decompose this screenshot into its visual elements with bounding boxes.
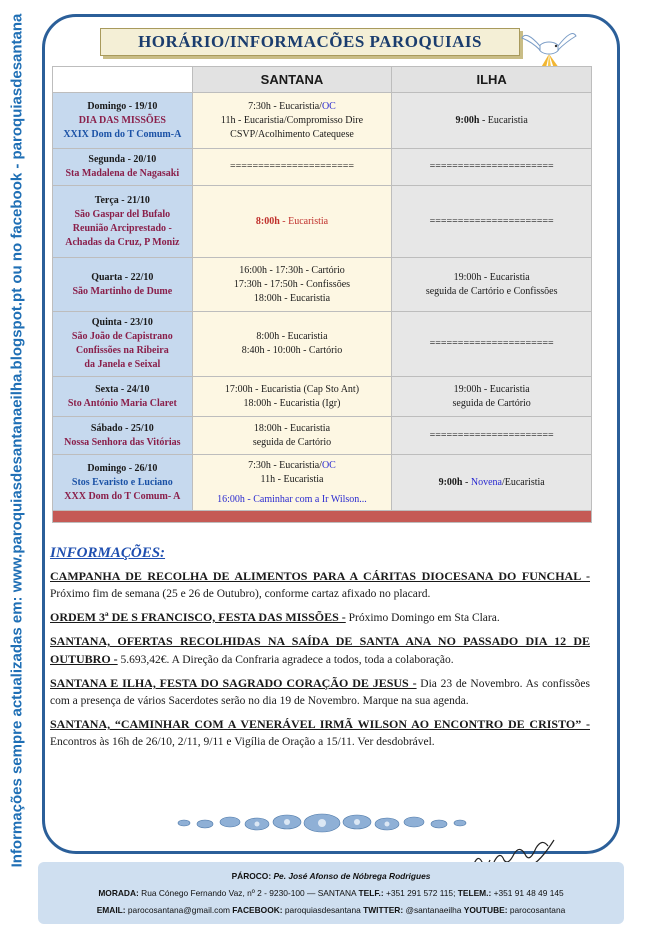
youtube-text: parocosantana — [507, 905, 566, 915]
info-item-text: Próximo Domingo em Sta Clara. — [345, 612, 500, 624]
schedule-row — [53, 312, 592, 377]
ilha-line: /Eucaristia — [501, 476, 545, 488]
footer-address — [38, 885, 624, 902]
morada-text: Rua Cónego Fernando Vaz, nº 2 - 9230-100 — SANTANA — [138, 888, 359, 898]
info-item — [50, 609, 590, 627]
paroco-label: PÁROCO: — [231, 871, 272, 881]
santana-line: OC — [321, 100, 336, 112]
santana-line: OC — [321, 459, 336, 471]
day-label: Quarta - 22/10 — [91, 271, 154, 283]
schedule-table — [52, 66, 592, 523]
day-label: Quinta - 23/10 — [91, 317, 153, 328]
schedule-row — [53, 186, 592, 258]
facebook-label: FACEBOOK: — [232, 905, 283, 915]
footer-contacts — [38, 902, 624, 919]
schedule-row — [53, 93, 592, 149]
ilha-cell: ====================== — [392, 149, 592, 186]
page-title: HORÁRIO/INFORMACÕES PAROQUIAIS — [138, 32, 482, 51]
ilha-line: 19:00h - Eucaristia — [453, 271, 530, 283]
day-sub: Achadas da Cruz, P Moniz — [65, 236, 180, 248]
morada-label: MORADA: — [98, 888, 139, 898]
info-item — [50, 675, 590, 710]
day-label: Segunda - 20/10 — [88, 154, 157, 165]
schedule-row — [53, 417, 592, 455]
day-label: Terça - 21/10 — [94, 194, 150, 206]
ilha-cell: ====================== — [392, 417, 592, 455]
ilha-line: 9:00h — [455, 114, 480, 126]
santana-line: 11h - Eucaristia/Compromisso Dire — [220, 114, 364, 126]
santana-line: 8:00h - Eucaristia — [256, 331, 328, 342]
contact-footer — [38, 862, 624, 924]
table-footer-bar — [53, 511, 592, 523]
day-sub: Sto António Maria Claret — [67, 397, 177, 409]
santana-line: - Eucaristia — [279, 215, 329, 227]
santana-cell: ====================== — [192, 149, 392, 186]
day-sub: Nossa Senhora das Vitórias — [64, 436, 181, 448]
santana-line: 16:00h - 17:30h - Cartório — [239, 264, 345, 276]
ilha-cell — [392, 93, 592, 149]
info-item-text: Encontros às 16h de 26/10, 2/11, 9/11 e Vigília de Oração a 15/11. Ver desdobrável. — [50, 736, 435, 748]
ilha-line: 9:00h — [438, 476, 463, 488]
day-sub: São João de Capistrano — [71, 331, 173, 342]
ilha-cell — [392, 258, 592, 312]
paroco-name: Pe. José Afonso de Nóbrega Rodrigues — [271, 871, 431, 881]
day-cell — [53, 149, 193, 186]
schedule-header-row — [53, 67, 592, 93]
santana-line: 11h - Eucaristia — [260, 473, 324, 485]
santana-line: seguida de Cartório — [252, 436, 332, 448]
day-cell — [53, 312, 193, 377]
info-item-title: SANTANA, OFERTAS RECOLHIDAS NA SAÍDA DE SANTA ANA NO PASSADO DIA 12 DE OUTUBRO - — [50, 634, 590, 666]
santana-line: 17:30h - 17:50h - Confissões — [233, 278, 351, 290]
email-text: parocosantana@gmail.com — [125, 905, 233, 915]
info-item — [50, 716, 590, 751]
day-sub: São Martinho de Dume — [72, 285, 173, 297]
telf-text: +351 291 572 115; — [383, 888, 458, 898]
day-sub2: XXIX Dom do T Comum-A — [63, 128, 182, 140]
day-label: Sexta - 24/10 — [95, 383, 150, 395]
sidebar-promo-text: Informações sempre actualizadas em: www.paroquiasdesantanaeilha.blogspot.pt ou no facebook - paroquiasdesantana — [8, 13, 26, 867]
twitter-text: @santanaeilha — [403, 905, 464, 915]
day-sub: Stos Evaristo e Luciano — [71, 476, 173, 488]
santana-line: 7:30h - Eucaristia/ — [248, 459, 322, 471]
schedule-row — [53, 149, 592, 186]
ornament-divider-icon — [172, 808, 472, 838]
youtube-label: YOUTUBE: — [463, 905, 508, 915]
day-label: Sábado - 25/10 — [90, 422, 154, 434]
day-sub: DIA DAS MISSÕES — [78, 114, 166, 126]
santana-cell — [192, 186, 392, 258]
santana-line: 7:30h - Eucaristia/ — [248, 100, 322, 112]
title-banner — [100, 28, 520, 56]
santana-line: 8:00h — [255, 215, 280, 227]
day-sub: da Janela e Seixal — [84, 359, 161, 370]
telf-label: TELF.: — [358, 888, 384, 898]
ilha-line: Novena — [470, 476, 502, 488]
santana-line: 17:00h - Eucaristia (Cap Sto Ant) — [224, 383, 360, 395]
santana-cell — [192, 417, 392, 455]
santana-line: 18:00h - Eucaristia (Igr) — [243, 397, 341, 409]
telem-text: +351 91 48 49 145 — [491, 888, 564, 898]
day-cell — [53, 258, 193, 312]
day-sub: São Gaspar del Bufalo — [74, 208, 171, 220]
ilha-cell: ====================== — [392, 312, 592, 377]
day-sub: Reunião Arciprestado - — [72, 222, 172, 234]
info-item-title: CAMPANHA DE RECOLHA DE ALIMENTOS PARA A CÁRITAS DIOCESANA DO FUNCHAL - — [50, 569, 590, 583]
info-item — [50, 568, 590, 603]
ilha-line: 19:00h - Eucaristia — [453, 383, 530, 395]
schedule-row — [53, 455, 592, 511]
info-item-title: ORDEM 3ª DE S FRANCISCO, FESTA DAS MISSÕES - — [50, 610, 346, 624]
email-label: EMAIL: — [96, 905, 126, 915]
santana-line: 18:00h - Eucaristia — [253, 422, 331, 434]
day-cell — [53, 93, 193, 149]
info-heading: INFORMAÇÕES: — [50, 545, 166, 561]
day-cell — [53, 417, 193, 455]
day-sub: Confissões na Ribeira — [75, 345, 169, 356]
santana-line: 8:40h - 10:00h - Cartório — [241, 345, 343, 356]
info-item-text: 5.693,42€. A Direção da Confraria agradece a todos, toda a colaboração. — [117, 654, 454, 666]
info-item-text: Dia 23 de Novembro. As confissões com a presença de vários Sacerdotes serão no dia 19 de Novembro. Marque na sua agenda. — [50, 678, 590, 707]
santana-line: CSVP/Acolhimento Catequese — [230, 128, 354, 140]
santana-cell — [192, 258, 392, 312]
footer-paroco — [38, 868, 624, 885]
twitter-label: TWITTER: — [363, 905, 404, 915]
facebook-text: paroquiasdesantana — [282, 905, 364, 915]
ilha-line: - Eucaristia — [479, 114, 528, 126]
info-item-text: Próximo fim de semana (25 e 26 de Outubro), conforme cartaz afixado no placard. — [50, 588, 431, 600]
day-cell — [53, 186, 193, 258]
ilha-line: seguida de Cartório — [452, 397, 531, 409]
day-cell — [53, 377, 193, 417]
day-sub: Sta Madalena de Nagasaki — [65, 168, 180, 179]
info-item-title: SANTANA, “CAMINHAR COM A VENERÁVEL IRMÃ WILSON AO ENCONTRO DE CRISTO” - — [50, 717, 590, 731]
day-label: Domingo - 26/10 — [87, 462, 158, 474]
header-santana: SANTANA — [192, 67, 392, 93]
santana-cell — [192, 377, 392, 417]
info-section — [50, 545, 590, 757]
santana-line: 16:00h - Caminhar com a Ir Wilson... — [217, 493, 367, 505]
santana-cell — [192, 93, 392, 149]
schedule-row — [53, 258, 592, 312]
ilha-cell — [392, 455, 592, 511]
santana-cell — [192, 455, 392, 511]
ilha-cell — [392, 377, 592, 417]
header-blank — [53, 67, 193, 93]
ilha-cell: ====================== — [392, 186, 592, 258]
header-ilha: ILHA — [392, 67, 592, 93]
day-label: Domingo - 19/10 — [87, 100, 158, 112]
santana-line: 18:00h - Eucaristia — [253, 292, 331, 304]
info-item-title: SANTANA E ILHA, FESTA DO SAGRADO CORAÇÃO DE JESUS - — [50, 676, 417, 690]
santana-cell — [192, 312, 392, 377]
sidebar-promo — [2, 0, 32, 880]
ilha-line: - — [462, 476, 471, 488]
ilha-line: seguida de Cartório e Confissões — [425, 285, 558, 297]
day-cell — [53, 455, 193, 511]
telem-label: TELEM.: — [457, 888, 492, 898]
day-sub2: XXX Dom do T Comum- A — [64, 490, 181, 502]
info-item — [50, 633, 590, 669]
schedule-row — [53, 377, 592, 417]
